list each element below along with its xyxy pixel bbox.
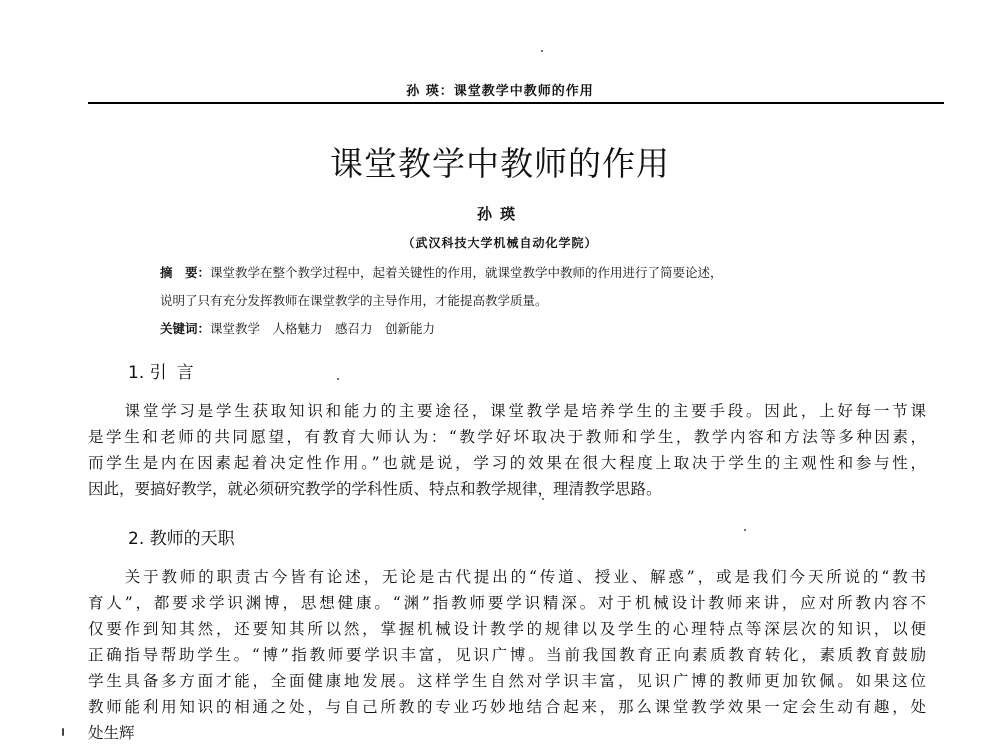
paragraph-line: 课堂学习是学生获取知识和能力的主要途径，课堂教学是培养学生的主要手段。因此，上好每一节课	[88, 402, 926, 420]
scan-speck	[337, 378, 339, 380]
paragraph-line: 处生辉	[88, 724, 135, 742]
scan-speck	[542, 498, 544, 500]
paragraph-line: 仅要作到知其然，还要知其所以然，掌握机械设计教学的规律以及学生的心理特点等深层次的知识，以便	[88, 620, 926, 638]
abstract-line-2: 说明了只有充分发挥教师在课堂教学的主导作用，才能提高教学质量。	[160, 293, 548, 308]
paragraph-line: 教师能利用知识的相通之处，与自己所教的专业巧妙地结合起来，那么课堂教学效果一定会生动有趣，处	[88, 698, 926, 716]
paragraph-line: 是学生和老师的共同愿望，有教育大师认为：“教学好坏取决于教师和学生，教学内容和方法等多种因素，	[88, 428, 926, 446]
scan-speck	[62, 728, 64, 736]
keywords-line	[160, 319, 860, 337]
scan-speck	[541, 50, 543, 52]
abstract-line-1	[160, 263, 860, 281]
header-rule	[88, 102, 944, 104]
section-title: 教师的天职	[149, 529, 235, 549]
keywords-label: 关键词：	[160, 321, 211, 336]
abstract-label: 摘 要：	[160, 265, 211, 280]
duty-paragraph	[88, 564, 926, 746]
paragraph-line: 学生具备多方面才能，全面健康地发展。这样学生自然对学识丰富，见识广博的教师更加钦佩。如果这位	[88, 672, 926, 690]
paragraph-line: 正确指导帮助学生。“博”指教师要学识丰富，见识广博。当前我国教育正向素质教育转化，素质教育鼓励	[88, 646, 926, 664]
author-name: 孙瑛	[476, 205, 523, 223]
paragraph-line: 关于教师的职责古今皆有论述，无论是古代提出的“传道、授业、解惑”，或是我们今天所说的“教书	[88, 568, 926, 586]
section-title: 引言	[149, 363, 204, 383]
abstract-text-1: 课堂教学在整个教学过程中，起着关键性的作用，就课堂教学中教师的作用进行了简要论述，	[210, 265, 723, 280]
paragraph-line: 因此，要搞好教学，就必须研究教学的学科性质、特点和教学规律，理清教学思路。	[88, 480, 662, 498]
section-heading-intro	[128, 358, 204, 383]
paragraph-line: 育人”，都要求学识渊博，思想健康。“渊”指教师要学识精深。对于机械设计教师来讲，应对所教内容不	[88, 594, 926, 612]
paragraph-line: 而学生是内在因素起着决定性作用。”也就是说，学习的效果在很大程度上取决于学生的主观性和参与性，	[88, 454, 926, 472]
section-heading-duty	[128, 524, 235, 549]
keywords-text: 课堂教学 人格魅力 感召力 创新能力	[210, 321, 436, 336]
paper-title: 课堂教学中教师的作用	[330, 144, 670, 183]
section-number: 1.	[128, 363, 145, 383]
intro-paragraph	[88, 398, 926, 502]
scan-speck	[744, 529, 746, 531]
section-number: 2.	[128, 529, 145, 549]
affiliation: （武汉科技大学机械自动化学院）	[402, 236, 598, 250]
running-head: 孙 瑛：课堂教学中教师的作用	[406, 84, 594, 99]
